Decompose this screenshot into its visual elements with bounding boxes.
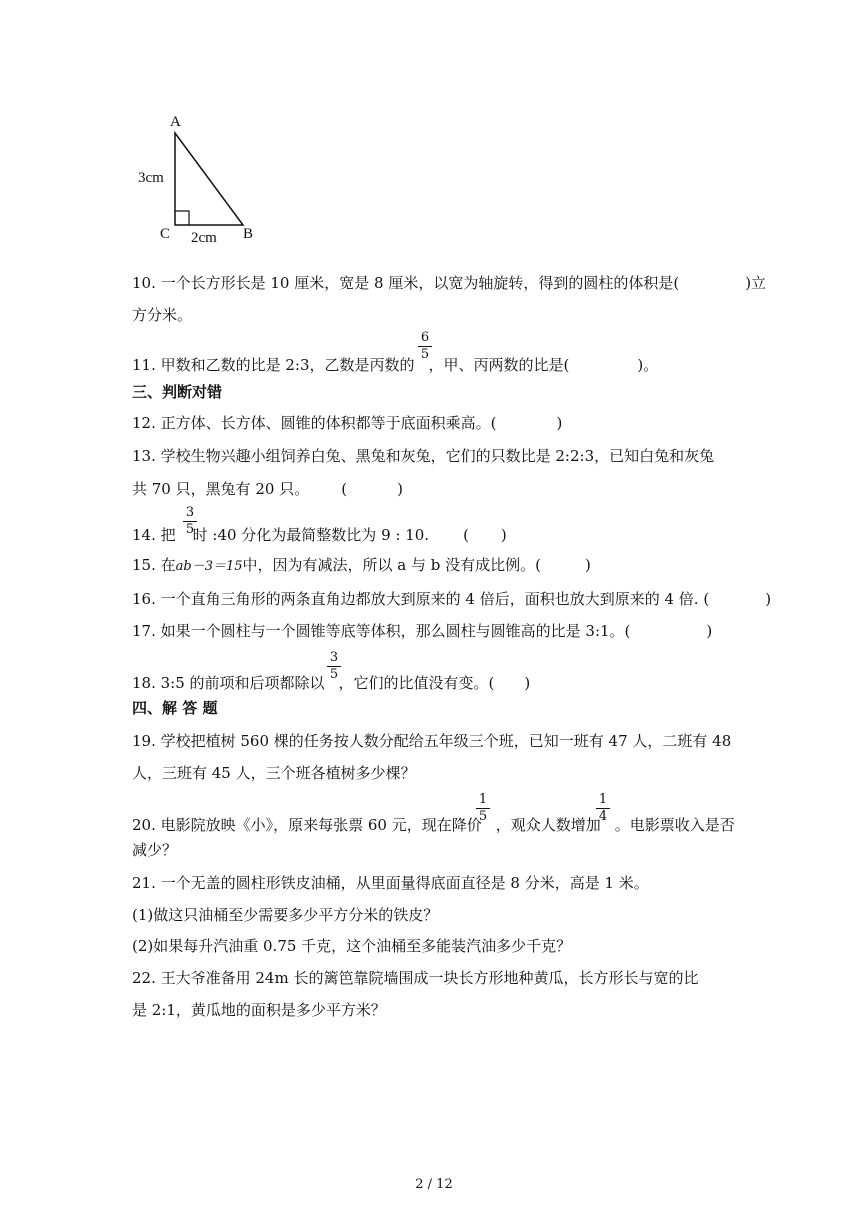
question-20-part1: 20. 电影院放映《小》，原来每张票 60 元，现在降价 bbox=[132, 816, 482, 834]
question-19-line1: 19. 学校把植树 560 棵的任务按人数分配给五年级三个班，已知一班有 47 人，二班有 48 bbox=[132, 732, 732, 750]
fraction-denominator: 4 bbox=[598, 809, 608, 824]
question-16 bbox=[132, 589, 771, 609]
question-15-formula: ab－3＝15 bbox=[175, 559, 243, 574]
question-12-paren-close: ) bbox=[556, 414, 563, 432]
question-20-part2: ，观众人数增加 bbox=[495, 816, 601, 834]
question-14-paren-close: ) bbox=[500, 526, 507, 544]
vertex-b-label: B bbox=[243, 226, 254, 242]
question-15-part2: 中，因为有减法，所以 a 与 b 没有成比例。( bbox=[242, 556, 541, 574]
right-triangle-figure bbox=[170, 128, 250, 230]
question-15 bbox=[132, 555, 591, 577]
question-13-text: 共 70 只，黑兔有 20 只。 bbox=[132, 480, 310, 498]
side-cb-label: 2cm bbox=[191, 230, 217, 246]
question-22-line1: 22. 王大爷准备用 24m 长的篱笆靠院墙围成一块长方形地种黄瓜，长方形长与宽的比 bbox=[132, 969, 699, 987]
section-3-heading: 三、判断对错 bbox=[132, 383, 223, 401]
question-21-sub2: (2)如果每升汽油重 0.75 千克，这个油桶至多能装汽油多少千克？ bbox=[132, 937, 572, 955]
fraction-numerator: 1 bbox=[478, 792, 488, 807]
question-16-text: 16. 一个直角三角形的两条直角边都放大到原来的 4 倍后，面积也放大到原来的 4 倍. ( bbox=[132, 590, 710, 608]
vertex-a-label: A bbox=[170, 114, 181, 130]
question-10-paren-close: )立 bbox=[745, 274, 767, 292]
fraction-numerator: 3 bbox=[329, 650, 339, 665]
question-14 bbox=[132, 525, 507, 545]
question-18-part2: ，它们的比值没有变。( bbox=[338, 674, 495, 692]
question-11-part3: )。 bbox=[637, 356, 659, 374]
fraction-denominator: 5 bbox=[185, 522, 195, 537]
question-10-line2: 方分米。 bbox=[132, 306, 193, 324]
fraction-denominator: 5 bbox=[329, 667, 339, 682]
question-18-part1: 18. 3:5 的前项和后项都除以 bbox=[132, 674, 325, 692]
question-20-part3: 。电影票收入是否 bbox=[614, 816, 735, 834]
question-19-line2: 人，三班有 45 人，三个班各植树多少棵？ bbox=[132, 764, 416, 782]
page-number: 2 / 12 bbox=[415, 1177, 453, 1192]
section-4-heading: 四、解 答 题 bbox=[132, 699, 218, 717]
fraction-numerator: 6 bbox=[420, 330, 430, 345]
question-13-line1: 13. 学校生物兴趣小组饲养白兔、黑兔和灰兔，它们的只数比是 2:2:3，已知白兔和灰兔 bbox=[132, 447, 715, 465]
fraction-denominator: 5 bbox=[478, 809, 488, 824]
question-12 bbox=[132, 413, 562, 433]
side-ac-label: 3cm bbox=[138, 170, 164, 186]
question-16-paren-close: ) bbox=[765, 590, 772, 608]
question-21-line1: 21. 一个无盖的圆柱形铁皮油桶，从里面量得底面直径是 8 分米，高是 1 米。 bbox=[132, 874, 649, 892]
question-17-text: 17. 如果一个圆柱与一个圆锥等底等体积，那么圆柱与圆锥高的比是 3:1。( bbox=[132, 622, 631, 640]
question-14-part2: 时 :40 分化为最简整数比为 9 : 10. bbox=[192, 526, 430, 544]
question-14-part1: 14. 把 bbox=[132, 526, 176, 544]
question-15-paren-close: ) bbox=[585, 556, 591, 574]
question-21-sub1: (1)做这只油桶至少需要多少平方分米的铁皮？ bbox=[132, 906, 439, 924]
question-10-line1 bbox=[132, 273, 766, 293]
question-18-paren-close: ) bbox=[524, 674, 531, 692]
question-20-line2: 减少？ bbox=[132, 841, 178, 859]
question-17-paren-close: ) bbox=[706, 622, 713, 640]
question-11 bbox=[132, 355, 658, 375]
question-14-paren: ( bbox=[463, 526, 469, 544]
question-13-paren: ( bbox=[341, 480, 348, 498]
question-10-text: 10. 一个长方形长是 10 厘米，宽是 8 厘米，以宽为轴旋转，得到的圆柱的体积是( bbox=[132, 274, 680, 292]
right-angle-mark bbox=[175, 211, 189, 225]
fraction-numerator: 1 bbox=[598, 792, 608, 807]
fraction-numerator: 3 bbox=[185, 505, 195, 520]
question-11-part2: ，甲、丙两数的比是( bbox=[428, 356, 570, 374]
question-13-paren-close: ) bbox=[397, 480, 403, 498]
question-11-part1: 11. 甲数和乙数的比是 2:3，乙数是丙数的 bbox=[132, 356, 415, 374]
question-13-line2 bbox=[132, 479, 403, 499]
question-17 bbox=[132, 621, 712, 641]
question-18 bbox=[132, 673, 530, 693]
question-22-line2: 是 2:1，黄瓜地的面积是多少平方米？ bbox=[132, 1001, 386, 1019]
fraction-denominator: 5 bbox=[420, 347, 430, 362]
question-15-part1: 15. 在 bbox=[132, 556, 176, 574]
question-20-line1 bbox=[132, 815, 735, 835]
vertex-c-label: C bbox=[160, 226, 171, 242]
question-12-text: 12. 正方体、长方体、圆锥的体积都等于底面积乘高。( bbox=[132, 414, 497, 432]
